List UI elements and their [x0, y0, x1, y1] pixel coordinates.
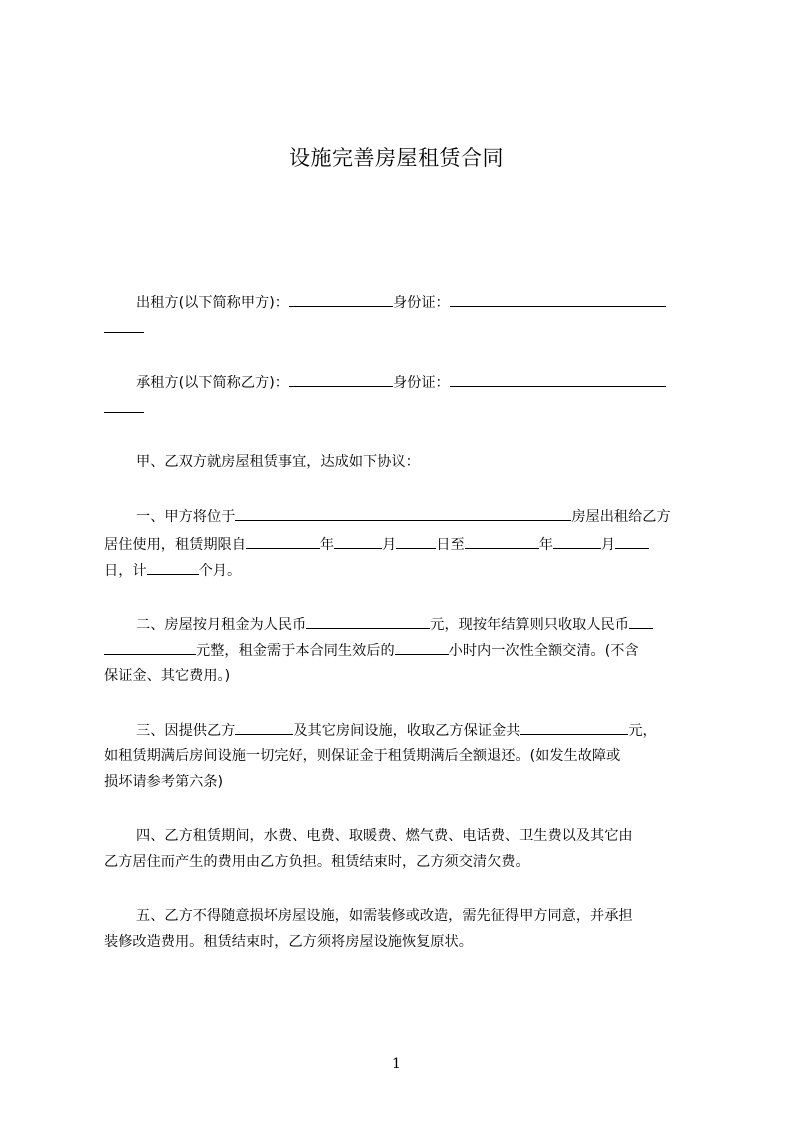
clause2-line2	[104, 640, 700, 661]
end-month-blank[interactable]	[553, 534, 601, 549]
start-day-blank[interactable]	[396, 534, 436, 549]
clause1-line2	[104, 534, 700, 555]
clause1-text-e: 个月。	[198, 563, 242, 579]
end-year-blank[interactable]	[465, 534, 539, 549]
clause2-line3: 保证金、其它费用。)	[104, 668, 231, 684]
lessee-id-blank-cont[interactable]	[104, 398, 144, 413]
clause2-line1	[136, 614, 700, 635]
end-year-label: 年	[538, 537, 553, 553]
start-year-blank[interactable]	[246, 534, 320, 549]
clause3-text-a: 三、因提供乙方	[136, 723, 236, 739]
lessor-id-label: 身份证：	[392, 295, 450, 311]
clause2-text-d: 小时内一次性全额交清。(不含	[448, 643, 639, 659]
clause3-line2: 如租赁期满后房间设施一切完好，则保证金于租赁期满后全额退还。(如发生故障或	[104, 748, 621, 764]
annual-rent-blank-cont[interactable]	[104, 640, 196, 655]
clause5-line2: 装修改造费用。租赁结束时，乙方须将房屋设施恢复原状。	[104, 934, 473, 950]
clause3-text-c: 元，	[628, 723, 657, 739]
lessee-id-blank[interactable]	[450, 372, 666, 387]
clause4-line2: 乙方居住而产生的费用由乙方负担。租赁结束时，乙方须交清欠费。	[104, 854, 530, 870]
lessee-line-cont	[104, 398, 700, 419]
monthly-rent-blank[interactable]	[306, 614, 430, 629]
page-number: 1	[392, 1056, 401, 1072]
clause3-text-b: 及其它房间设施，收取乙方保证金共	[293, 723, 521, 739]
clause2-text-c: 元整，租金需于本合同生效后的	[196, 643, 395, 659]
clause1-text-b: 房屋出租给乙方	[571, 509, 671, 525]
lessor-label: 出租方(以下简称甲方)：	[136, 295, 289, 311]
start-month-label: 月	[382, 537, 397, 553]
lessor-id-blank[interactable]	[450, 292, 666, 307]
start-year-label: 年	[319, 537, 335, 553]
lessee-id-label: 身份证：	[392, 375, 450, 391]
clause1-line1	[136, 506, 700, 527]
lessor-line-cont	[104, 318, 700, 339]
intro-text: 甲、乙双方就房屋租赁事宜，达成如下协议：	[136, 454, 420, 470]
lessor-id-blank-cont[interactable]	[104, 318, 144, 333]
page-title: 设施完善房屋租赁合同	[289, 146, 504, 170]
clause2-text-a: 二、房屋按月租金为人民币	[136, 617, 307, 633]
months-count-blank[interactable]	[147, 560, 199, 575]
start-month-blank[interactable]	[334, 534, 382, 549]
lessee-name-blank[interactable]	[289, 372, 393, 387]
clause5-line1: 五、乙方不得随意损坏房屋设施，如需装修或改造，需先征得甲方同意，并承担	[136, 908, 633, 924]
payment-hours-blank[interactable]	[395, 640, 449, 655]
lessor-name-blank[interactable]	[289, 292, 393, 307]
start-day-label: 日至	[436, 537, 465, 553]
clause1-text-d: 日，计	[104, 563, 147, 579]
end-month-label: 月	[600, 537, 616, 553]
end-day-blank[interactable]	[615, 534, 649, 549]
provided-items-blank[interactable]	[235, 720, 293, 735]
lessee-line	[136, 372, 700, 393]
clause3-line1	[136, 720, 700, 741]
lessee-label: 承租方(以下简称乙方)：	[136, 375, 289, 391]
clause2-text-b: 元，现按年结算则只收取人民币	[430, 617, 629, 633]
property-address-blank[interactable]	[235, 506, 571, 521]
clause1-text-c: 居住使用，租赁期限自	[104, 537, 246, 553]
annual-rent-blank[interactable]	[629, 614, 653, 629]
clause1-text-a: 一、甲方将位于	[136, 509, 236, 525]
clause3-line3: 损坏请参考第六条)	[104, 774, 224, 790]
deposit-amount-blank[interactable]	[520, 720, 628, 735]
clause1-line3	[104, 560, 700, 581]
clause4-line1: 四、乙方租赁期间，水费、电费、取暖费、燃气费、电话费、卫生费以及其它由	[136, 828, 633, 844]
lessor-line	[136, 292, 700, 313]
